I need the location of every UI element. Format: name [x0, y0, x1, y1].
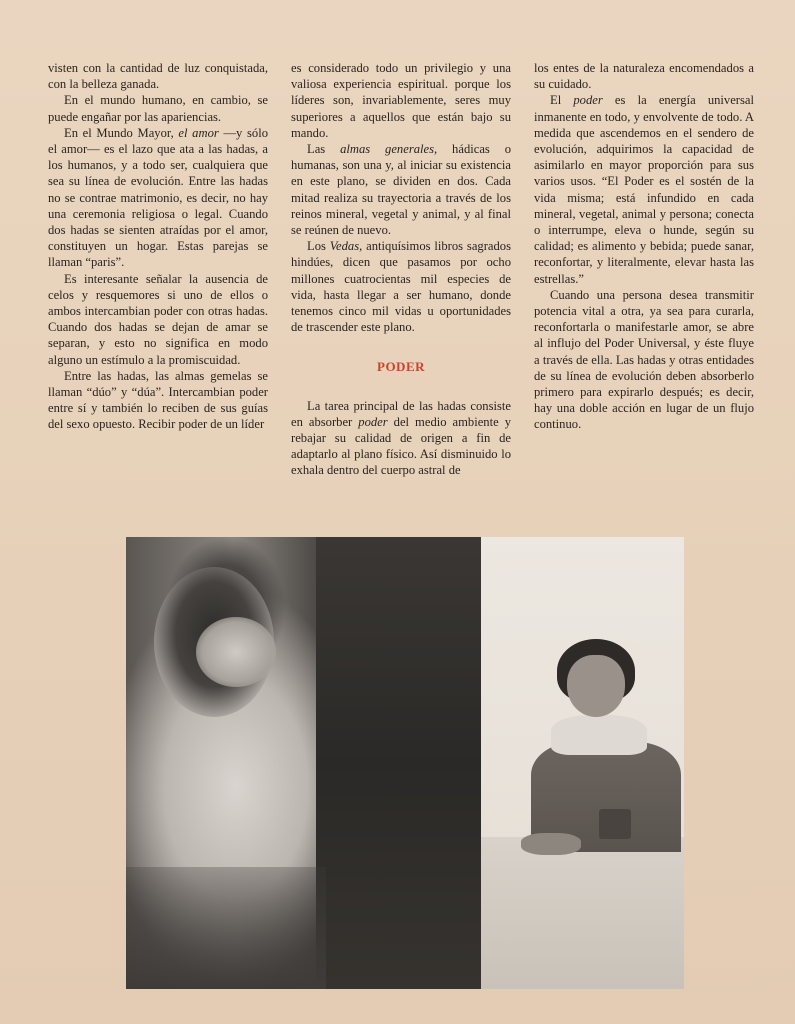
ghost-face [196, 617, 276, 687]
photo-panel [126, 537, 684, 989]
paragraph: En el mundo humano, en cambio, se puede engañar por las apariencias. [48, 93, 268, 124]
paragraph: En el Mundo Mayor, el amor —y sólo el amor— es el lazo que ata a las hadas, a los humanos, y a todo ser, cualquiera que sea su línea de evolución. Entre las hadas no se contrae matrimonio, es decir, no hay una ceremonia religiosa o legal. Cuando dos hadas se sienten atraídas por el amor, constituyen un hogar. Estas parejas se llaman “paris”. [48, 125, 269, 270]
lower-shadow [126, 867, 326, 989]
woman-face [567, 655, 625, 717]
paragraph: El poder es la energía universal inmanente en todo, y envolvente de todo. A medida que ascendemos en el sendero de evolución, adquirimos la capacidad de asimilarlo en mayor proporción para sus varios usos. “El Poder es el sostén de la vida misma; está infundido en cada mineral, vegetal, animal y persona; conecta o interrumpe, eleva o hunde, según su calidad; es alimento y bebida; puede sanar, reconfortar, y literalmente, elevar hasta las estrellas.” [534, 93, 754, 286]
dark-background [316, 537, 481, 989]
text-column-2 [291, 60, 511, 479]
hand [521, 833, 581, 855]
paragraph: Las almas generales, hádicas o humanas, son una y, al iniciar su existencia en este plano, se dividen en dos. Cada mitad realiza su trayectoria a través de los reinos mineral, vegetal y animal, y al final se reúnen de nuevo. [291, 142, 511, 238]
paragraph: los entes de la naturaleza encomendados a su cuidado. [534, 61, 754, 92]
paragraph: Cuando una persona desea transmitir potencia vital a otra, ya sea para curarla, reconfortarla o manifestarle amor, se abre al influjo del Poder Universal, y éste fluye a través de ella. Las hadas y otras entidades de su línea de evolución deben absorberlo primero para expirarlo después; es decir, hay una doble acción en lugar de un flujo continuo. [534, 287, 754, 432]
text-column-3 [534, 60, 754, 433]
section-heading: PODER [377, 359, 425, 375]
text-column-1 [48, 60, 268, 433]
paragraph: Entre las hadas, las almas gemelas se llaman “dúo” y “dúa”. Intercambian poder entre sí y también lo reciben de sus guías del sexo opuesto. Recibir poder de un líder [48, 368, 268, 432]
woman-at-table-photo [481, 537, 684, 989]
paragraph: visten con la cantidad de luz conquistada, con la belleza ganada. [48, 61, 268, 92]
paragraph: La tarea principal de las hadas consiste en absorber poder del medio ambiente y rebajar su calidad de origen a fin de adaptarlo al plano físico. Así disminuido lo exhala dentro del cuerpo astral de [291, 398, 511, 478]
paragraph: Es interesante señalar la ausencia de celos y resquemores si uno de ellos o ambos intercambian poder con otras hadas. Cuando dos hadas se dejan de amar se separan, y esto no significa en modo alguno un estímulo a la promiscuidad. [48, 271, 268, 367]
ghostly-figure-photo [126, 537, 481, 989]
paragraph: Los Vedas, antiquísimos libros sagrados hindúes, dicen que pasamos por ocho millones cuatrocientas mil especies de vida, hasta llegar a ser humano, donde tenemos cinco mil vidas u oportunidades de trascender este plano. [291, 239, 511, 335]
table [481, 837, 684, 989]
white-collar [551, 715, 647, 755]
paragraph: es considerado todo un privilegio y una valiosa experiencia espiritual. porque los líderes son, invariablemente, seres muy superiores a aquellos que están bajo su mando. [291, 61, 511, 140]
cup [599, 809, 631, 839]
